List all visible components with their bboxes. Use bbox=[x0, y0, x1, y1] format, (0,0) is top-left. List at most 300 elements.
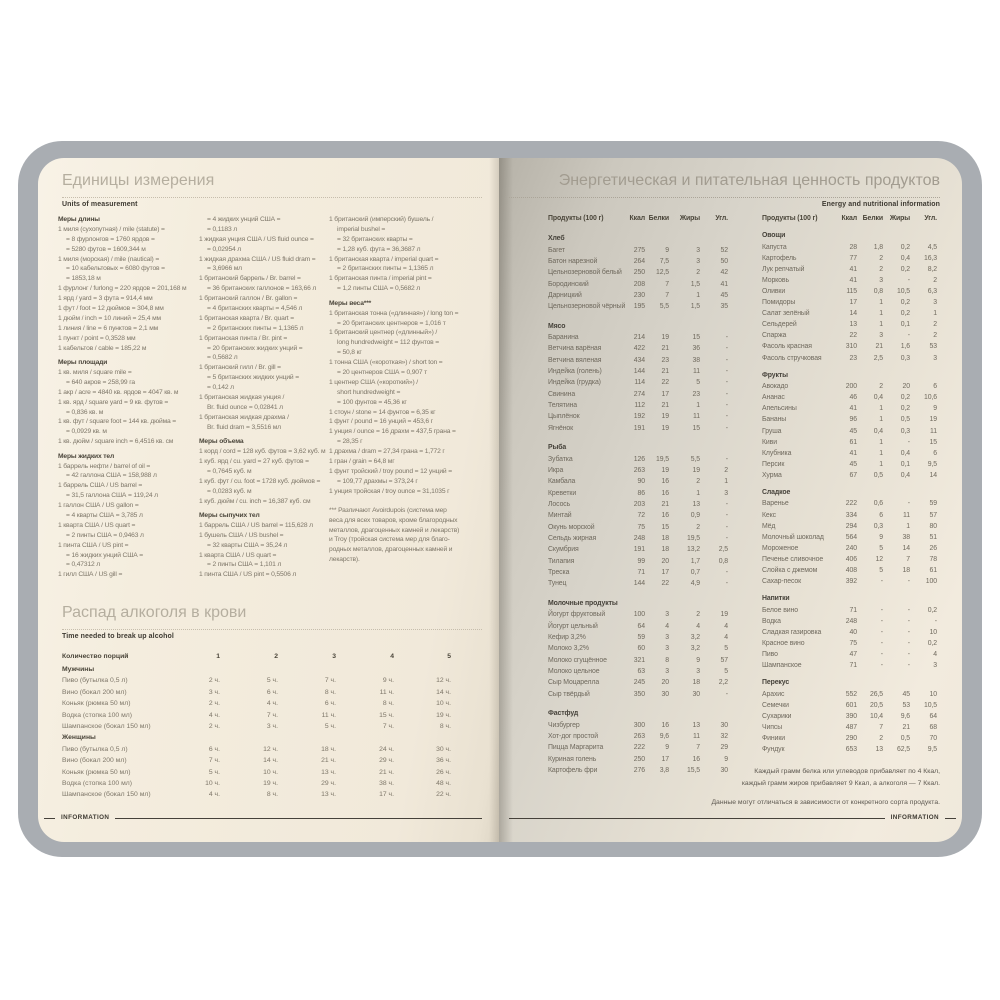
alcohol-value-cell: 10 ч. bbox=[263, 768, 278, 776]
nutrition-value-cell: 64 bbox=[929, 712, 937, 720]
nutrition-table-left bbox=[548, 213, 729, 776]
measure-line: = 2 пинты США = 0,9463 л bbox=[66, 531, 144, 539]
nutrition-section-subtitle: Energy and nutritional information bbox=[821, 201, 940, 208]
nutrition-value-cell: 0,1 bbox=[900, 321, 910, 329]
measure-line: 1 британский баррель / Br. barrel = bbox=[199, 275, 301, 283]
nutrition-row-label: Йогурт цельный bbox=[548, 622, 598, 630]
nutrition-value-cell: 0,3 bbox=[900, 427, 910, 435]
footer-rule-short bbox=[945, 818, 956, 819]
alcohol-value-cell: 14 ч. bbox=[263, 757, 278, 765]
nutrition-row bbox=[762, 510, 938, 521]
alcohol-title-rule bbox=[62, 629, 482, 630]
nutrition-row-label: Пиво bbox=[762, 651, 778, 659]
measure-line: = 3,6966 мл bbox=[207, 265, 242, 273]
alcohol-header-row bbox=[62, 650, 454, 663]
nutrition-value-cell: 2,2 bbox=[718, 679, 728, 687]
nutrition-value-cell: 17 bbox=[849, 299, 857, 307]
nutrition-value-cell: 19 bbox=[661, 467, 669, 474]
nutrition-row-label: Финики bbox=[762, 735, 786, 743]
nutrition-row bbox=[548, 567, 729, 578]
alcohol-value-cell: 4 ч. bbox=[208, 711, 220, 719]
measure-line: 1 жидкая драхма США / US fluid dram = bbox=[199, 255, 316, 263]
nutrition-value-cell: 191 bbox=[633, 546, 645, 554]
nutrition-row-label: Молочный шоколад bbox=[762, 533, 824, 541]
nutrition-value-cell: 264 bbox=[633, 257, 645, 265]
nutrition-value-cell: 23 bbox=[849, 354, 857, 362]
nutrition-value-cell: 12,5 bbox=[655, 269, 669, 277]
nutrition-row-label: Картофель фри bbox=[548, 766, 598, 774]
nutrition-row bbox=[762, 649, 938, 660]
nutrition-value-cell: 0,6 bbox=[873, 500, 883, 508]
nutrition-table-right bbox=[762, 213, 938, 755]
nutrition-value-cell: - bbox=[725, 535, 728, 543]
measure-line: = 0,7645 куб. м bbox=[207, 467, 252, 475]
nutrition-row-label: Зубатка bbox=[548, 455, 573, 463]
measure-line: = 2 британских пинты = 1,1365 л bbox=[337, 265, 434, 273]
measure-line: = 109,77 драхмы = 373,24 г bbox=[337, 477, 418, 485]
measure-line: 1 пункт / point = 0,3528 мм bbox=[58, 334, 136, 342]
nutrition-value-cell: 9 bbox=[933, 405, 937, 413]
measure-heading: Меры длины bbox=[58, 216, 100, 223]
nutrition-value-cell: 52 bbox=[720, 246, 728, 254]
nutrition-row bbox=[548, 267, 729, 278]
nutrition-group-name: Напитки bbox=[762, 595, 790, 603]
measure-line: 1 британская кварта / Br. quart = bbox=[199, 314, 294, 322]
nutrition-row bbox=[548, 411, 729, 422]
nutrition-row bbox=[548, 389, 729, 400]
measure-line: 1 кв. ярд / square yard = 9 кв. футов = bbox=[58, 398, 169, 406]
nutrition-row-label: Салат зелёный bbox=[762, 310, 810, 318]
alcohol-value-cell: 6 ч. bbox=[324, 700, 336, 708]
nutrition-value-cell: 64 bbox=[637, 622, 645, 630]
alcohol-row bbox=[62, 675, 454, 686]
nutrition-row-label: Ягнёнок bbox=[548, 424, 574, 432]
nutrition-value-cell: 0,2 bbox=[900, 405, 910, 413]
nutrition-value-cell: - bbox=[907, 606, 910, 614]
alcohol-value-cell: 14 ч. bbox=[436, 688, 451, 696]
nutrition-section-title: Энергетическая и питательная ценность продуктов bbox=[558, 172, 940, 189]
nutrition-value-cell: 61 bbox=[929, 567, 937, 575]
nutrition-value-cell: 5 bbox=[696, 379, 700, 387]
nutrition-value-cell: 16 bbox=[661, 721, 669, 729]
measures-column-3 bbox=[329, 215, 489, 565]
nutrition-row bbox=[762, 414, 938, 425]
nutrition-header-cell: Белки bbox=[862, 215, 883, 222]
nutrition-value-cell: 248 bbox=[845, 617, 857, 625]
nutrition-row bbox=[762, 297, 938, 308]
nutrition-value-cell: 2 bbox=[696, 611, 700, 619]
measure-line: 1 унция тройская / troy ounce = 31,1035 г bbox=[329, 487, 450, 495]
nutrition-value-cell: 222 bbox=[633, 744, 645, 752]
nutrition-row-label: Свинина bbox=[548, 390, 576, 398]
nutrition-row bbox=[762, 253, 938, 264]
nutrition-value-cell: 1,5 bbox=[690, 280, 700, 288]
measure-line: = 50,8 кг bbox=[337, 349, 362, 357]
nutrition-row-label: Скумбрия bbox=[548, 546, 579, 554]
nutrition-value-cell: 3 bbox=[933, 354, 937, 362]
nutrition-row bbox=[548, 301, 729, 312]
nutrition-row bbox=[762, 498, 938, 509]
nutrition-value-cell: 334 bbox=[845, 511, 857, 519]
nutrition-value-cell: 9 bbox=[724, 755, 728, 763]
measure-line: = 0,0283 куб. м bbox=[207, 487, 252, 495]
measure-line: = 0,47312 л bbox=[66, 561, 101, 569]
measure-line: = 31,5 галлона США = 119,24 л bbox=[66, 492, 158, 500]
nutrition-row-label: Кефир 3,2% bbox=[548, 633, 586, 641]
nutrition-value-cell: 1 bbox=[879, 405, 883, 413]
nutrition-value-cell: 99 bbox=[637, 557, 645, 565]
alcohol-row-label: Шампанское (бокал 150 мл) bbox=[62, 791, 151, 799]
nutrition-value-cell: 75 bbox=[637, 523, 645, 531]
nutrition-value-cell: 1 bbox=[933, 310, 937, 318]
nutrition-group-name: Сладкое bbox=[762, 488, 791, 496]
measure-line: = 32 кварты США = 35,24 л bbox=[207, 541, 288, 549]
nutrition-value-cell: 11 bbox=[693, 368, 700, 376]
alcohol-table bbox=[62, 650, 454, 801]
nutrition-row-label: Багет bbox=[548, 246, 565, 254]
nutrition-row bbox=[548, 720, 729, 731]
nutrition-value-cell: 50 bbox=[720, 257, 728, 265]
measure-line: металлов, драгоценных камней и лекарств) bbox=[329, 526, 460, 534]
measure-line: 1 кв. дюйм / square inch = 6,4516 кв. см bbox=[58, 438, 174, 446]
nutrition-row-label: Капуста bbox=[762, 243, 787, 251]
nutrition-value-cell: 16 bbox=[661, 478, 669, 486]
nutrition-value-cell: 19 bbox=[692, 467, 700, 474]
nutrition-value-cell: 2 bbox=[933, 332, 937, 340]
nutrition-value-cell: 2 bbox=[696, 478, 700, 486]
nutrition-value-cell: 75 bbox=[849, 640, 857, 647]
nutrition-value-cell: 0,5 bbox=[873, 471, 883, 479]
nutrition-row bbox=[548, 279, 729, 290]
nutrition-row-label: Окунь морской bbox=[548, 523, 595, 531]
measure-heading: Меры жидких тел bbox=[58, 452, 115, 460]
nutrition-value-cell: 7 bbox=[665, 280, 669, 288]
alcohol-row-label: Вино (бокал 200 мл) bbox=[62, 757, 127, 765]
nutrition-row bbox=[762, 426, 938, 437]
nutrition-value-cell: 112 bbox=[634, 402, 645, 410]
nutrition-value-cell: 26 bbox=[929, 544, 937, 552]
nutrition-row bbox=[762, 543, 938, 554]
nutrition-value-cell: 214 bbox=[633, 334, 645, 342]
nutrition-value-cell: 390 bbox=[845, 712, 857, 720]
nutrition-value-cell: - bbox=[907, 332, 910, 340]
nutrition-row-label: Ананас bbox=[762, 394, 785, 402]
nutrition-row-label: Фасоль стручковая bbox=[762, 354, 822, 362]
nutrition-row bbox=[548, 578, 729, 589]
nutrition-value-cell: 1,8 bbox=[873, 243, 883, 251]
nutrition-row bbox=[762, 437, 938, 448]
nutrition-value-cell: 70 bbox=[929, 735, 937, 743]
nutrition-row-label: Сыр Моцарелла bbox=[548, 679, 600, 687]
nutrition-value-cell: 126 bbox=[633, 455, 645, 463]
nutrition-value-cell: 16 bbox=[661, 489, 669, 497]
nutrition-value-cell: 38 bbox=[902, 533, 910, 541]
nutrition-value-cell: 0,8 bbox=[718, 557, 728, 565]
measure-line: 1 британская жидкая унция / bbox=[199, 394, 285, 402]
nutrition-value-cell: 30 bbox=[661, 690, 669, 698]
nutrition-value-cell: - bbox=[725, 334, 728, 342]
nutrition-value-cell: 21 bbox=[661, 368, 669, 376]
nutrition-value-cell: 21 bbox=[661, 345, 669, 353]
nutrition-value-cell: 1 bbox=[696, 489, 700, 497]
nutrition-row-label: Водка bbox=[762, 617, 781, 625]
alcohol-value-cell: 3 ч. bbox=[208, 688, 220, 696]
measure-line: = 20 британских центнеров = 1,016 т bbox=[337, 319, 446, 327]
nutrition-value-cell: 222 bbox=[845, 500, 857, 508]
nutrition-value-cell: 16,3 bbox=[923, 254, 937, 262]
nutrition-value-cell: 1 bbox=[879, 416, 883, 424]
nutrition-value-cell: 9 bbox=[879, 533, 883, 541]
nutrition-value-cell: 0,4 bbox=[873, 427, 883, 435]
nutrition-value-cell: 7 bbox=[665, 291, 669, 299]
alcohol-value-cell: 22 ч. bbox=[436, 791, 451, 799]
nutrition-value-cell: 0,3 bbox=[873, 522, 883, 530]
nutrition-value-cell: 23 bbox=[692, 390, 700, 398]
nutrition-value-cell: 191 bbox=[633, 424, 645, 432]
nutrition-value-cell: 28 bbox=[849, 243, 857, 251]
alcohol-row bbox=[62, 789, 454, 800]
nutrition-value-cell: - bbox=[907, 617, 910, 625]
nutrition-value-cell: - bbox=[725, 368, 728, 376]
measure-line: 1 кв. миля / square mile = bbox=[58, 368, 132, 376]
nutrition-row-label: Печенье сливочное bbox=[762, 555, 824, 563]
nutrition-value-cell: - bbox=[880, 617, 883, 625]
measure-line: = 2 британских пинты = 1,1365 л bbox=[207, 324, 304, 332]
nutrition-value-cell: 67 bbox=[849, 471, 857, 479]
nutrition-row bbox=[548, 400, 729, 411]
measure-line: = 32 британских кварты = bbox=[337, 235, 413, 243]
measure-line: 1 куб. ярд / cu. yard = 27 куб. футов = bbox=[199, 457, 309, 465]
nutrition-value-cell: 3 bbox=[879, 276, 883, 284]
nutrition-row bbox=[548, 465, 729, 476]
alcohol-header-cell: 2 bbox=[274, 653, 278, 660]
nutrition-row-label: Камбала bbox=[548, 478, 576, 486]
measure-line: веса для всех товаров, кроме благородных bbox=[329, 516, 458, 524]
measure-line: 1 дюйм / inch = 10 линий = 25,4 мм bbox=[58, 314, 161, 322]
measure-line: = 16 жидких унций США = bbox=[66, 551, 143, 559]
nutrition-value-cell: 61 bbox=[849, 438, 857, 446]
nutrition-value-cell: 13 bbox=[849, 321, 857, 329]
footer-rule-long bbox=[509, 818, 885, 819]
nutrition-value-cell: 0,7 bbox=[690, 569, 700, 577]
nutrition-value-cell: 3 bbox=[933, 299, 937, 307]
nutrition-value-cell: 3 bbox=[665, 611, 669, 619]
nutrition-value-cell: 7 bbox=[906, 555, 910, 563]
nutrition-row bbox=[548, 522, 729, 533]
measure-line: = 36 британских галлонов = 163,66 л bbox=[207, 285, 317, 293]
alcohol-row bbox=[62, 710, 454, 721]
nutrition-row-label: Фундук bbox=[762, 746, 785, 754]
nutrition-row bbox=[548, 332, 729, 343]
nutrition-value-cell: 72 bbox=[637, 512, 645, 520]
nutrition-value-cell: 41 bbox=[849, 276, 857, 284]
measure-line: = 0,5682 л bbox=[207, 354, 238, 362]
alcohol-row-label: Водка (стопка 100 мл) bbox=[62, 779, 133, 787]
nutrition-value-cell: 0,4 bbox=[900, 471, 910, 479]
nutrition-value-cell: 4,5 bbox=[927, 243, 937, 251]
measure-line: = 4 жидких унций США = bbox=[207, 216, 281, 223]
nutrition-value-cell: 9,5 bbox=[927, 460, 937, 468]
nutrition-row bbox=[762, 689, 938, 700]
nutrition-header-row bbox=[548, 213, 729, 225]
measure-line: 1 тонна США («короткая») / short ton = bbox=[329, 359, 443, 367]
measure-line: 1 куб. фут / cu. foot = 1728 куб. дюймов = bbox=[199, 477, 321, 485]
nutrition-row-label: Чизбургер bbox=[548, 721, 580, 729]
nutrition-value-cell: 26,5 bbox=[869, 690, 883, 698]
measures-column-1 bbox=[58, 215, 198, 580]
nutrition-value-cell: 18 bbox=[661, 546, 669, 554]
measure-line: 1 центнер США («короткий») / bbox=[329, 378, 418, 386]
nutrition-value-cell: 6 bbox=[933, 449, 937, 457]
nutrition-value-cell: 46 bbox=[849, 394, 857, 402]
nutrition-row bbox=[548, 366, 729, 377]
nutrition-value-cell: 5 bbox=[724, 668, 728, 675]
nutrition-row bbox=[762, 521, 938, 532]
nutrition-row bbox=[762, 733, 938, 744]
nutrition-row-label: Ветчина варёная bbox=[548, 345, 602, 353]
nutrition-row bbox=[548, 666, 729, 677]
nutrition-value-cell: 350 bbox=[633, 690, 645, 698]
measure-line: 1 фут / foot = 12 дюймов = 304,8 мм bbox=[58, 305, 164, 313]
nutrition-value-cell: 2 bbox=[724, 467, 728, 474]
measure-heading: Меры сыпучих тел bbox=[199, 512, 260, 520]
nutrition-value-cell: 13 bbox=[875, 746, 883, 754]
nutrition-value-cell: 3 bbox=[696, 668, 700, 675]
nutrition-row bbox=[548, 423, 729, 434]
nutrition-row bbox=[762, 381, 938, 392]
nutrition-value-cell: 10,5 bbox=[923, 701, 937, 709]
nutrition-value-cell: - bbox=[907, 578, 910, 586]
nutrition-row-label: Груша bbox=[762, 427, 782, 435]
nutrition-value-cell: 0,1 bbox=[900, 460, 910, 468]
nutrition-value-cell: 60 bbox=[637, 645, 645, 653]
nutrition-value-cell: 71 bbox=[849, 606, 857, 614]
alcohol-value-cell: 21 ч. bbox=[321, 757, 336, 765]
nutrition-row-label: Сыр твёрдый bbox=[548, 690, 590, 698]
nutrition-row bbox=[548, 742, 729, 753]
alcohol-value-cell: 7 ч. bbox=[324, 677, 336, 685]
measure-line: *** Различают Avoirdupois (система мер bbox=[329, 506, 447, 514]
nutrition-header-cell: Угл. bbox=[715, 215, 728, 222]
nutrition-value-cell: 18 bbox=[692, 679, 700, 687]
nutrition-row bbox=[548, 609, 729, 620]
measure-line: 1 драхма / dram = 27,34 грана = 1,772 г bbox=[329, 448, 445, 456]
nutrition-row bbox=[762, 744, 938, 755]
nutrition-value-cell: 1 bbox=[879, 438, 883, 446]
nutrition-row bbox=[548, 731, 729, 742]
nutrition-value-cell: - bbox=[725, 345, 728, 353]
nutrition-value-cell: 20 bbox=[661, 557, 669, 565]
nutrition-value-cell: 9,6 bbox=[659, 732, 669, 740]
nutrition-notes bbox=[711, 766, 940, 808]
measure-line: = 5280 футов = 1609,344 м bbox=[66, 245, 146, 253]
measure-line: 1 унция / ounce = 16 драхм = 437,5 грана = bbox=[329, 428, 456, 436]
nutrition-value-cell: 14 bbox=[849, 310, 857, 318]
alcohol-header-cell: Количество порций bbox=[62, 653, 129, 660]
measure-line: 1 британский центнер («длинный») / bbox=[329, 329, 438, 337]
nutrition-value-cell: 10,4 bbox=[869, 712, 883, 720]
measure-line: 1 баррель США / US barrel = bbox=[58, 482, 143, 490]
measure-line: Br. fluid ounce = 0,02841 л bbox=[207, 403, 283, 411]
nutrition-value-cell: 4 bbox=[724, 622, 728, 630]
nutrition-value-cell: 51 bbox=[929, 533, 937, 541]
nutrition-value-cell: 4,9 bbox=[690, 580, 700, 588]
nutrition-row-label: Картофель bbox=[762, 254, 797, 262]
nutrition-value-cell: 114 bbox=[634, 379, 645, 387]
measure-line: родных металлов, драгоценных камней и bbox=[329, 546, 453, 554]
alcohol-row bbox=[62, 767, 454, 778]
nutrition-row bbox=[762, 341, 938, 352]
measure-line: 1 галлон США / US gallon = bbox=[58, 502, 139, 510]
nutrition-row bbox=[548, 343, 729, 354]
nutrition-value-cell: 1 bbox=[696, 291, 700, 299]
measure-line: 1 британская жидкая драхма / bbox=[199, 413, 289, 421]
alcohol-value-cell: 26 ч. bbox=[436, 768, 451, 776]
nutrition-row bbox=[548, 533, 729, 544]
nutrition-group-name: Овощи bbox=[762, 232, 786, 240]
nutrition-value-cell: 15 bbox=[929, 438, 937, 446]
nutrition-value-cell: 53 bbox=[902, 701, 910, 709]
nutrition-value-cell: - bbox=[907, 438, 910, 446]
nutrition-value-cell: 41 bbox=[849, 449, 857, 457]
nutrition-row bbox=[548, 256, 729, 267]
nutrition-value-cell: 0,4 bbox=[900, 254, 910, 262]
alcohol-value-cell: 2 ч. bbox=[208, 722, 220, 730]
nutrition-row bbox=[548, 621, 729, 632]
nutrition-row-label: Индейка (грудка) bbox=[548, 379, 601, 387]
nutrition-row-label: Арахис bbox=[762, 690, 785, 698]
nutrition-value-cell: 47 bbox=[849, 651, 857, 659]
nutrition-row bbox=[548, 488, 729, 499]
nutrition-value-cell: 195 bbox=[633, 303, 645, 311]
nutrition-row-label: Мороженое bbox=[762, 544, 799, 552]
nutrition-value-cell: 3 bbox=[879, 332, 883, 340]
nutrition-value-cell: - bbox=[725, 356, 728, 364]
nutrition-value-cell: 3,2 bbox=[690, 633, 700, 641]
nutrition-row bbox=[762, 448, 938, 459]
nutrition-row-label: Бананы bbox=[762, 416, 787, 424]
measure-line: 1 кабельтов / cable = 185,22 м bbox=[58, 344, 147, 352]
measure-line: 1 британская пинта / imperial pint = bbox=[329, 275, 432, 283]
nutrition-value-cell: 487 bbox=[845, 724, 857, 732]
nutrition-row-label: Лук репчатый bbox=[762, 265, 805, 273]
nutrition-value-cell: 2,5 bbox=[718, 546, 728, 554]
nutrition-value-cell: 19 bbox=[661, 413, 669, 421]
nutrition-value-cell: 10 bbox=[929, 690, 937, 698]
alcohol-row-label: Коньяк (рюмка 50 мл) bbox=[62, 768, 131, 776]
nutrition-value-cell: - bbox=[907, 500, 910, 508]
measure-line: = 1,2 пинты США = 0,5682 л bbox=[337, 285, 421, 293]
nutrition-value-cell: 2 bbox=[933, 321, 937, 329]
nutrition-value-cell: 41 bbox=[720, 280, 728, 288]
nutrition-value-cell: 1 bbox=[879, 449, 883, 457]
nutrition-value-cell: 263 bbox=[633, 732, 645, 740]
nutrition-value-cell: 19 bbox=[661, 334, 669, 342]
measure-line: 1 гилл США / US gill = bbox=[58, 571, 123, 579]
nutrition-value-cell: 16 bbox=[692, 755, 700, 763]
nutrition-value-cell: 8,2 bbox=[927, 265, 937, 273]
nutrition-value-cell: 10,6 bbox=[923, 394, 937, 402]
nutrition-value-cell: 13,2 bbox=[686, 546, 700, 554]
alcohol-value-cell: 8 ч. bbox=[382, 700, 394, 708]
nutrition-value-cell: 0,4 bbox=[873, 394, 883, 402]
nutrition-value-cell: 15 bbox=[661, 523, 669, 531]
measure-line: = 4 британских кварты = 4,546 л bbox=[207, 305, 303, 313]
nutrition-value-cell: 115 bbox=[846, 287, 857, 295]
nutrition-value-cell: - bbox=[725, 690, 728, 698]
note-line: каждый грамм жиров прибавляет 9 Ккал, а алкоголя — 7 Ккал. bbox=[741, 779, 940, 787]
measure-line: long hundredweight = 112 фунтов = bbox=[337, 339, 440, 347]
